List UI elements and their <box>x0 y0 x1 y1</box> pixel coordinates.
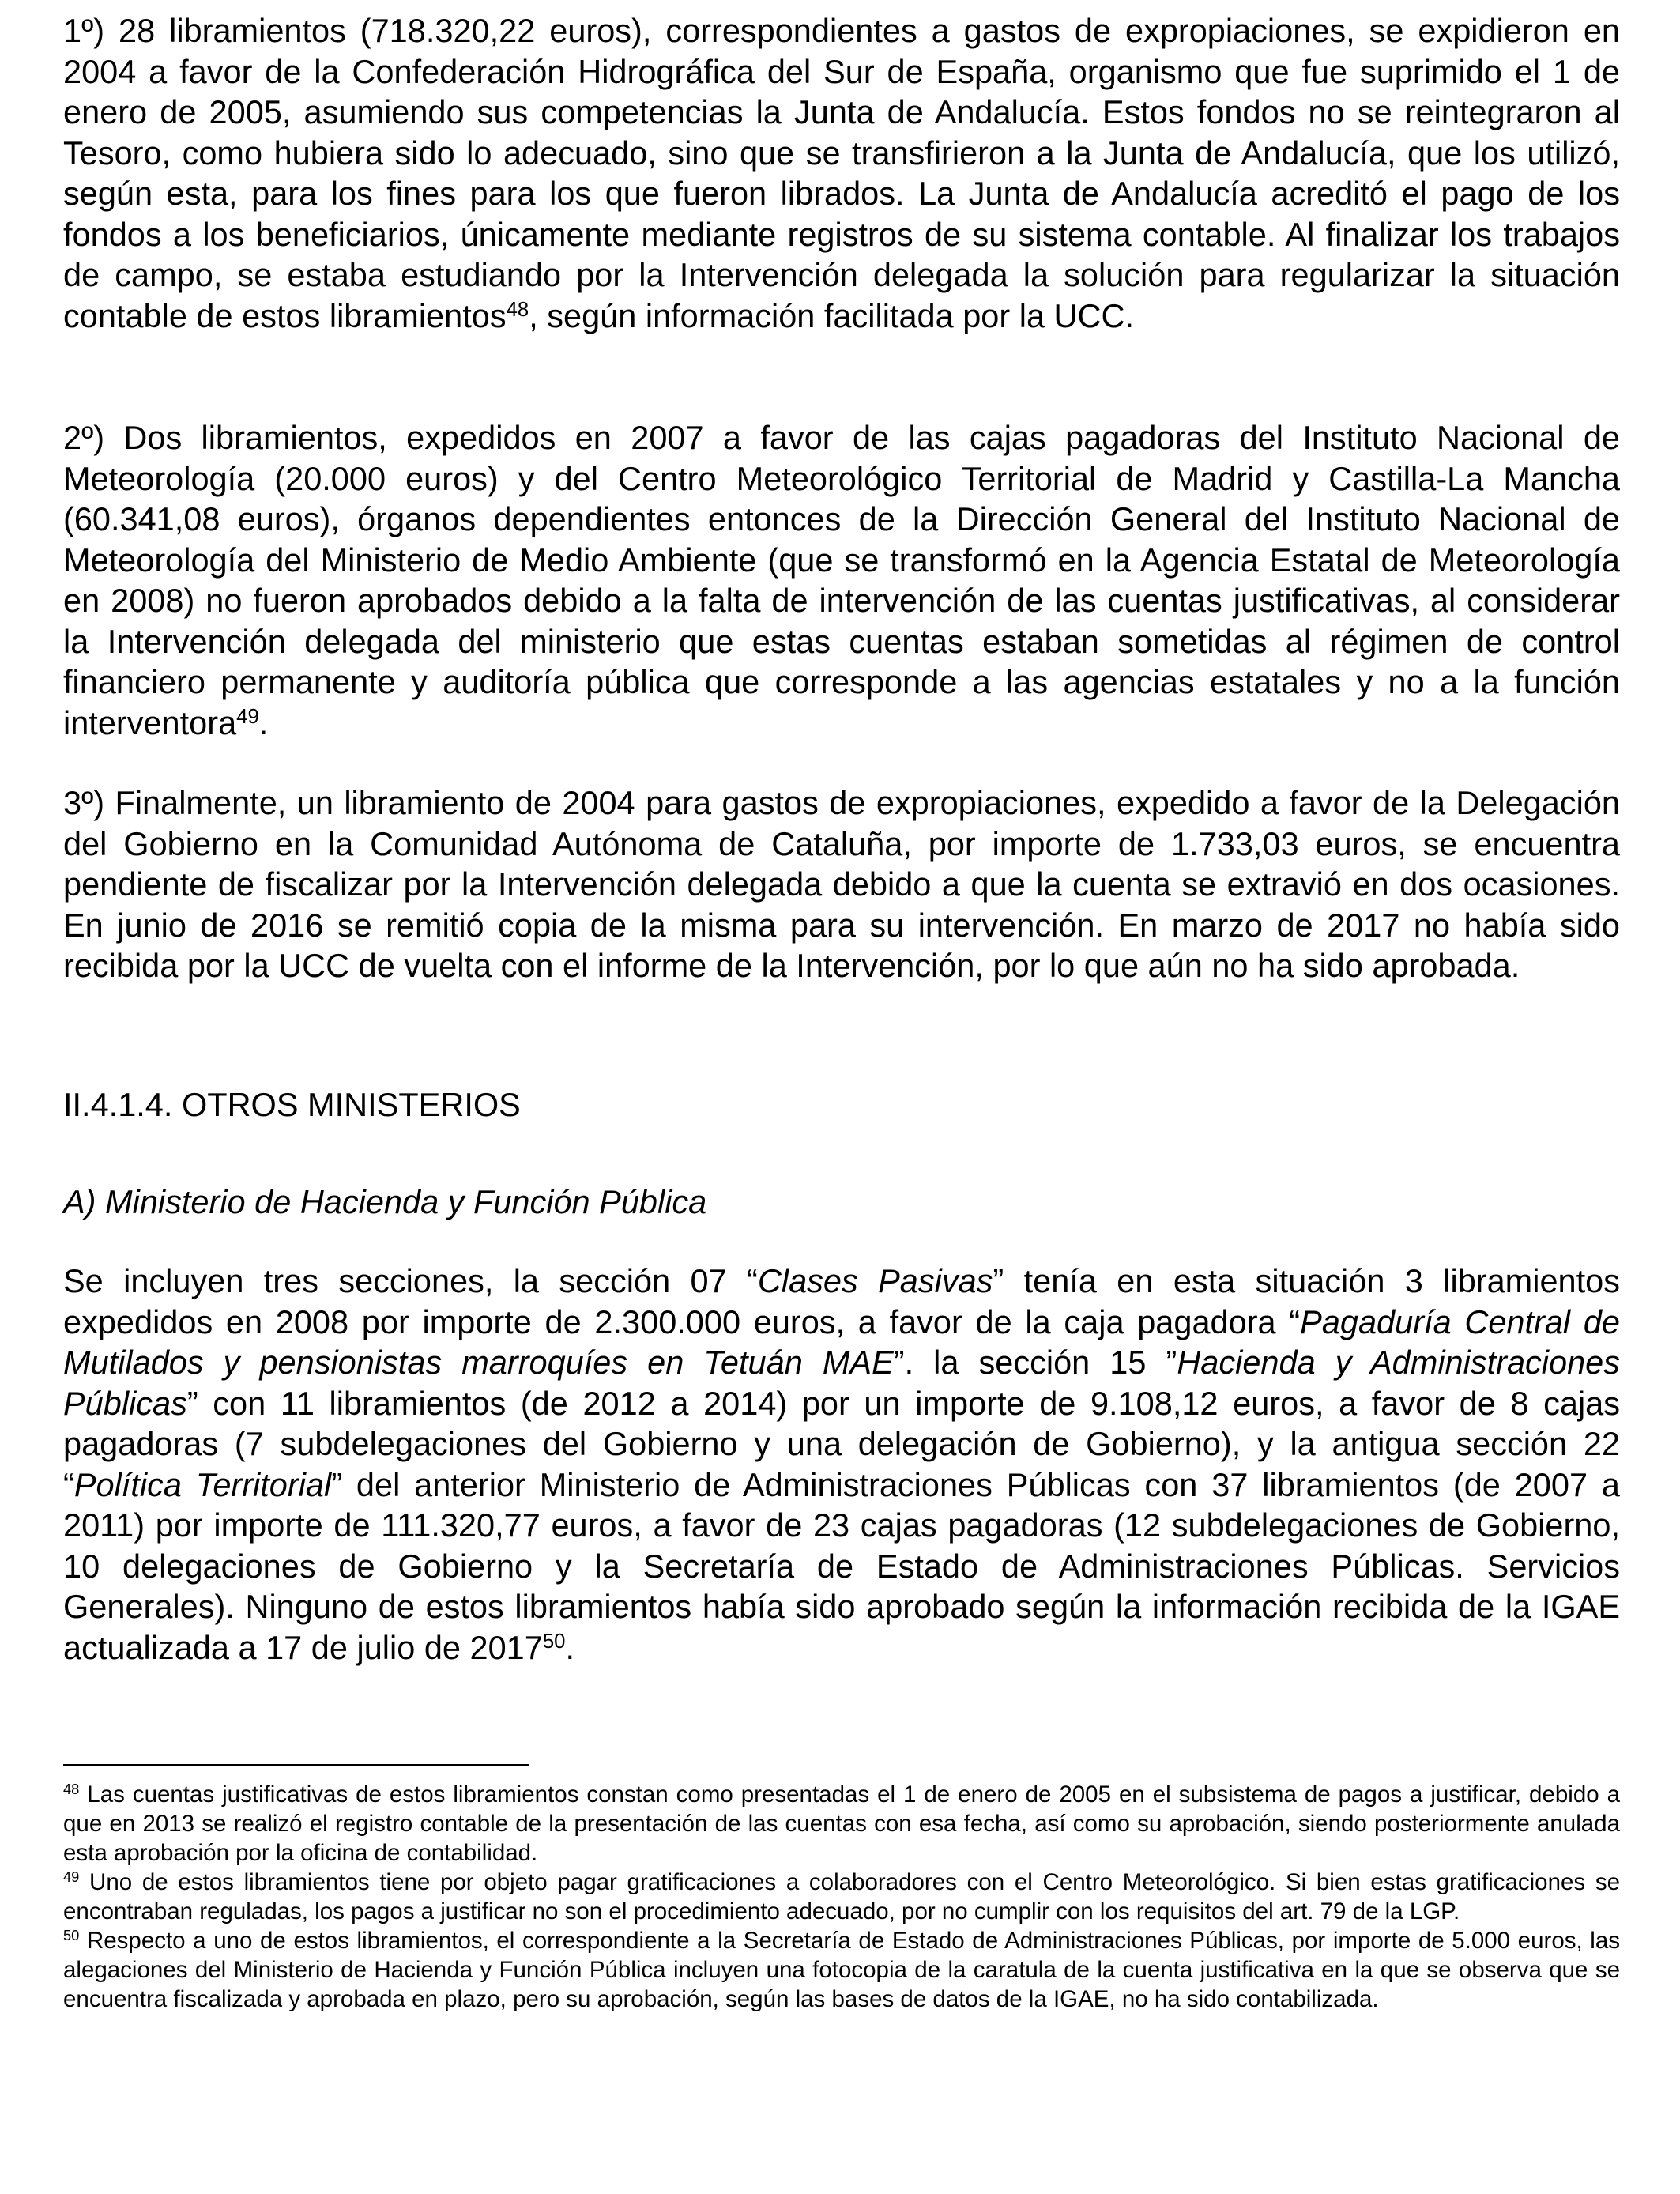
section-heading: II.4.1.4. OTROS MINISTERIOS <box>63 1086 521 1123</box>
paragraph-4-italic-4: Política Territorial <box>73 1465 332 1503</box>
paragraph-4-text-3: ”. la sección 15 ” <box>893 1344 1177 1381</box>
footnote-number: 50 <box>63 1926 80 1943</box>
footnote-number: 48 <box>63 1780 80 1797</box>
paragraph-1 <box>63 10 1620 336</box>
paragraph-4-italic-2: Pagaduría Central de Mutilados y pensionistas marroquíes en Tetuán MAE <box>63 1302 1620 1381</box>
paragraph-2-tail: . <box>258 703 269 741</box>
subsection-heading: A) Ministerio de Hacienda y Función Pública <box>63 1183 707 1220</box>
paragraph-4-italic-3: Hacienda y Administraciones Públicas <box>63 1344 1620 1422</box>
footnote-number: 49 <box>63 1868 80 1885</box>
paragraph-1-text: 1º) 28 libramientos (718.320,22 euros), correspondientes a gastos de expropiaciones, se expidieron en 2004 a favor de la Confederación Hidrográfica del Sur de España, organismo que fue suprimido el 1 de enero de 2005, asumiendo sus competencias la Junta de Andalucía. Estos fondos no se reintegraron al Tesoro, como hubiera sido lo adecuado, sino que se transfirieron a la Junta de Andalucía, que los utilizó, según esta, para los fines para los que fueron librados. La Junta de Andalucía acreditó el pago de los fondos a los beneficiarios, únicamente mediante registros de su sistema contable. Al finalizar los trabajos de campo, se estaba estudiando por la Intervención delegada la solución para regularizar la situación contable de estos libramientos <box>63 12 1620 334</box>
footnote-ref-48[interactable]: 48 <box>506 298 529 321</box>
footnote-text: Las cuentas justificativas de estos libramientos constan como presentadas el 1 de enero de 2005 en el subsistema de pagos a justificar, debido a que en 2013 se realizó el registro contable de la presentación de las cuentas con esa fecha, así como su aprobación, siendo posteriormente anulada esta aprobación por la oficina de contabilidad. <box>63 1781 1620 1866</box>
paragraph-4-text-1: Se incluyen tres secciones, la sección 07 “ <box>63 1262 758 1299</box>
paragraph-1-tail: , según información facilitada por la UCC. <box>529 296 1134 334</box>
paragraph-4-italic-1: Clases Pasivas <box>757 1262 993 1299</box>
paragraph-4-text-4: ” con 11 libramientos (de 2012 a 2014) por un importe de 9.108,12 euros, a favor de 8 cajas pagadoras (7 subdelegaciones del Gobierno y una delegación de Gobierno), y la antigua sección 22 “ <box>63 1384 1620 1503</box>
footnote-separator <box>63 1764 529 1766</box>
footnote-49 <box>63 1868 1620 1926</box>
paragraph-3-text: 3º) Finalmente, un libramiento de 2004 para gastos de expropiaciones, expedido a favor de la Delegación del Gobierno en la Comunidad Autónoma de Cataluña, por importe de 1.733,03 euros, se encuentra pendiente de fiscalizar por la Intervención delegada debido a que la cuenta se extravió en dos ocasiones. En junio de 2016 se remitió copia de la misma para su intervención. En marzo de 2017 no había sido recibida por la UCC de vuelta con el informe de la Intervención, por lo que aún no ha sido aprobada. <box>63 784 1620 984</box>
footnote-ref-49[interactable]: 49 <box>236 705 259 728</box>
paragraph-2-text: 2º) Dos libramientos, expedidos en 2007 a favor de las cajas pagadoras del Instituto Nacional de Meteorología (20.000 euros) y del Centro Meteorológico Territorial de Madrid y Castilla-La Mancha (60.341,08 euros), órganos dependientes entonces de la Dirección General del Instituto Nacional de Meteorología del Ministerio de Medio Ambiente (que se transformó en la Agencia Estatal de Meteorología en 2008) no fueron aprobados debido a la falta de intervención de las cuentas justificativas, al considerar la Intervención delegada del ministerio que estas cuentas estaban sometidas al régimen de control financiero permanente y auditoría pública que corresponde a las agencias estatales y no a la función interventora <box>63 419 1620 741</box>
footnote-text: Respecto a uno de estos libramientos, el correspondiente a la Secretaría de Estado de Administraciones Públicas, por importe de 5.000 euros, las alegaciones del Ministerio de Hacienda y Función Pública incluyen una fotocopia de la caratula de la cuenta justificativa en la que se observa que se encuentra fiscalizada y aprobada en plazo, pero su aprobación, según las bases de datos de la IGAE, no ha sido contabilizada. <box>63 1928 1620 2012</box>
paragraph-4-text-5: ” del anterior Ministerio de Administraciones Públicas con 37 libramientos (de 2007 a 2011) por importe de 111.320,77 euros, a favor de 23 cajas pagadoras (12 subdelegaciones de Gobierno, 10 delegaciones de Gobierno y la Secretaría de Estado de Administraciones Públicas. Servicios Generales). Ninguno de estos libramientos había sido aprobado según la información recibida de la IGAE actualizada a 17 de julio de 2017 <box>63 1465 1620 1666</box>
footnote-ref-50[interactable]: 50 <box>542 1630 566 1653</box>
footnote-48 <box>63 1780 1620 1868</box>
paragraph-4-text-2: ” tenía en esta situación 3 libramientos expedidos en 2008 por importe de 2.300.000 euros, a favor de la caja pagadora “ <box>63 1262 1620 1340</box>
paragraph-4 <box>63 1261 1620 1668</box>
footnote-50 <box>63 1926 1620 2014</box>
paragraph-4-tail: . <box>565 1628 574 1666</box>
footnotes <box>63 1780 1620 2014</box>
paragraph-2 <box>63 417 1620 743</box>
footnote-text: Uno de estos libramientos tiene por objeto pagar gratificaciones a colaboradores con el Centro Meteorológico. Si bien estas gratificaciones se encontraban reguladas, los pagos a justificar no son el procedimiento adecuado, por no cumplir con los requisitos del art. 79 de la LGP. <box>63 1869 1620 1924</box>
paragraph-3 <box>63 782 1620 986</box>
